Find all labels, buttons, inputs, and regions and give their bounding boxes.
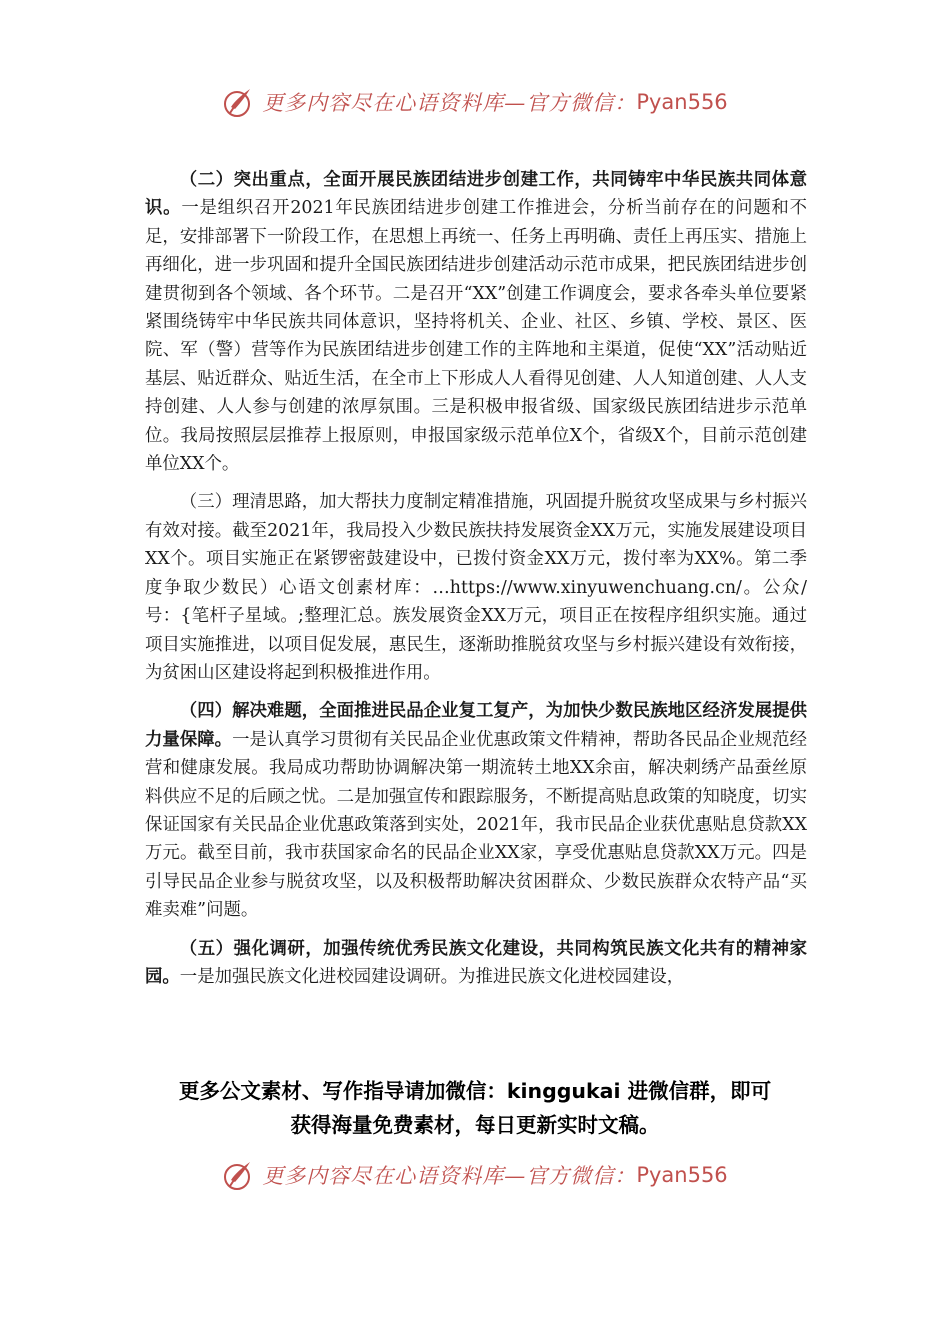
paragraph-4-body: 一是认真学习贯彻有关民品企业优惠政策文件精神，帮助各民品企业规范经营和健康发展。我局成功帮助协调解决第一期流转土地XX余亩，解决刺绣产品蚕丝原料供应不足的后顾之忧。二是加强宣传和跟踪服务，不断提高贴息政策的知晓度，切实保证国家有关民品企业优惠政策落到实处，2021年，我市民品企业获优惠贴息贷款XX万元。截至目前，我市获国家命名的民品企业XX家，享受优惠贴息贷款XX万元。四是引导民品企业参与脱贫攻坚，以及积极帮助解决贫困群众、少数民族群众农特产品“买难卖难”问题。 bbox=[145, 729, 807, 921]
paragraph-4-heading: （四）解决难题，全面推进民品企业复工复产，为加快少数民族地区经济发展提供力量保障。 bbox=[145, 701, 807, 750]
quill-logo-icon bbox=[222, 85, 256, 119]
banner-text: 更多内容尽在心语资料库—官方微信： bbox=[262, 1164, 637, 1188]
document-body bbox=[145, 166, 807, 1001]
paragraph-5-heading: （五）强化调研，加强传统优秀民族文化建设，共同构筑民族文化共有的精神家园。 bbox=[145, 938, 807, 987]
promo-notice bbox=[0, 1074, 950, 1142]
banner-wechat-id: Pyan556 bbox=[636, 90, 728, 114]
paragraph-5 bbox=[145, 935, 807, 992]
paragraph-3 bbox=[145, 488, 807, 687]
promo-line-1: 更多公文素材、写作指导请加微信：kinggukai 进微信群，即可 bbox=[178, 1079, 772, 1103]
paragraph-2-heading: （二）突出重点，全面开展民族团结进步创建工作，共同铸牢中华民族共同体意识。 bbox=[145, 170, 807, 219]
paragraph-4 bbox=[145, 697, 807, 924]
paragraph-2 bbox=[145, 166, 807, 478]
banner-wechat-id: Pyan556 bbox=[636, 1163, 728, 1187]
footer-watermark-banner bbox=[0, 1155, 950, 1195]
quill-logo-icon bbox=[222, 1158, 256, 1192]
paragraph-5-body: 一是加强民族文化进校园建设调研。为推进民族文化进校园建设， bbox=[179, 966, 685, 987]
paragraph-2-body: 一是组织召开2021年民族团结进步创建工作推进会，分析当前存在的问题和不足，安排部署下一阶段工作，在思想上再统一、任务上再明确、责任上再压实、措施上再细化，进一步巩固和提升全国民族团结进步创建活动示范市成果，把民族团结进步创建贯彻到各个领域、各个环节。二是召开“XX”创建工作调度会，要求各牵头单位要紧紧围绕铸牢中华民族共同体意识，坚持将机关、企业、社区、乡镇、学校、景区、医院、军（警）营等作为民族团结进步创建工作的主阵地和主渠道，促使“XX”活动贴近基层、贴近群众、贴近生活，在全市上下形成人人看得见创建、人人知道创建、人人支持创建、人人参与创建的浓厚氛围。三是积极申报省级、国家级民族团结进步示范单位。我局按照层层推荐上报原则，申报国家级示范单位X个，省级X个，目前示范创建单位XX个。 bbox=[145, 198, 807, 475]
banner-text: 更多内容尽在心语资料库—官方微信： bbox=[262, 91, 637, 115]
promo-line-2: 获得海量免费素材，每日更新实时文稿。 bbox=[290, 1113, 660, 1137]
paragraph-3-body: （三）理清思路，加大帮扶力度制定精准措施，巩固提升脱贫攻坚成果与乡村振兴有效对接。截至2021年，我局投入少数民族扶持发展资金XX万元，实施发展建设项目XX个。项目实施正在紧锣密鼓建设中，已拨付资金XX万元，拨付率为XX%。第二季度争取少数民）心语文创素材库：…https://www.xinyuwenchuang.cn/。公众/号：{笔杆子星域。;整理汇总。族发展资金XX万元，项目正在按程序组织实施。通过项目实施推进，以项目促发展，惠民生，逐渐助推脱贫攻坚与乡村振兴建设有效衔接，为贫困山区建设将起到积极推进作用。 bbox=[145, 492, 807, 683]
header-watermark-banner bbox=[0, 82, 950, 122]
